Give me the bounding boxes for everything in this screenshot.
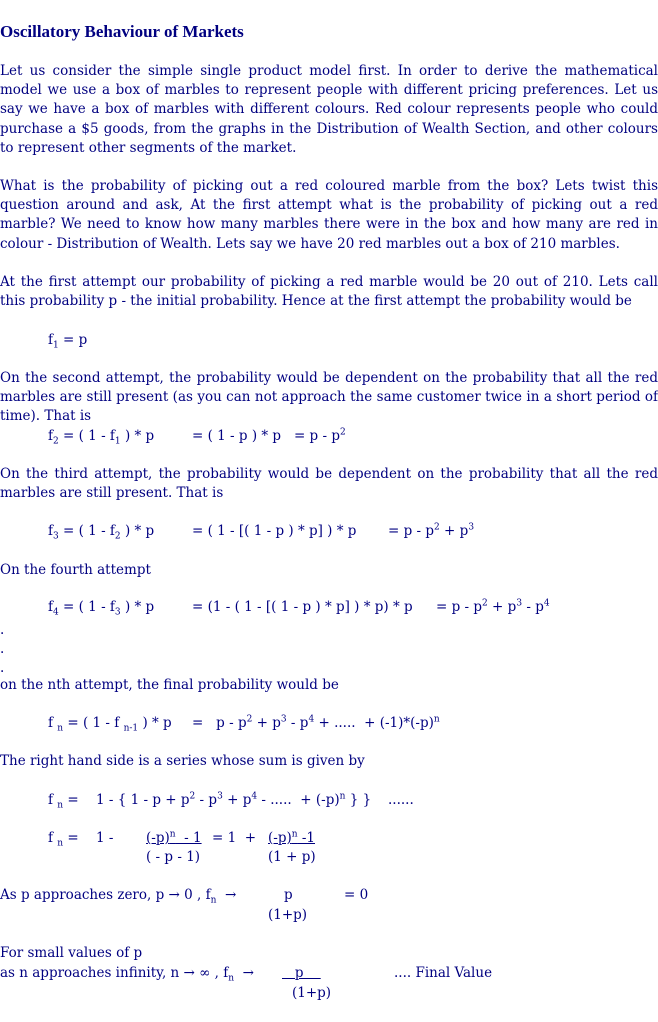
paragraph-second-attempt: On the second attempt, the probability would be dependent on the probability that all the red marbles are still present (as you can not approach the same customer twice in a short period of time). That is [0, 370, 658, 425]
limit-n-infinity-text: as n approaches infinity, n → ∞ , f [0, 965, 229, 981]
page-title: Oscillatory Behaviour of Markets [0, 22, 244, 41]
ellipsis-dot: . [0, 622, 5, 638]
paragraph-third-attempt: On the third attempt, the probability would be dependent on the probability that all the red marbles are still present. That is [0, 466, 658, 502]
paragraph-intro: Let us consider the simple single product model first. In order to derive the mathematical model we use a box of marbles to represent people with different pricing preferences. Let us say we have a box of marbles with different colours. Red colour represents people who could purchase a $5 goods, from the graphs in the Distribution of Wealth Section, and other colours to represent other segments of the market. [0, 63, 658, 156]
paragraph-first-attempt: At the first attempt our probability of picking a red marble would be 20 out of 210. Lets call this probability p - the initial probability. Hence at the first attempt the probability would be [0, 274, 658, 310]
paragraph-small-p: For small values of p [0, 945, 143, 961]
paragraph-fourth-attempt: On the fourth attempt [0, 562, 151, 578]
limit-p-zero-text: As p approaches zero, p → 0 , f [0, 887, 211, 903]
ellipsis-dot: . [0, 660, 5, 676]
paragraph-series: The right hand side is a series whose sum is given by [0, 753, 365, 769]
paragraph-probability: What is the probability of picking out a red coloured marble from the box? Lets twist this question around and ask, At the first attempt what is the probability of picking out a red marble? We need to know how many marbles there were in the box and how many are red in colour - Distribution of Wealth. Lets say we have 20 red marbles out a box of 210 marbles. [0, 178, 658, 252]
ellipsis-dot: . [0, 641, 5, 657]
paragraph-nth-attempt: on the nth attempt, the final probability would be [0, 677, 339, 693]
equation-f1: $f_1 = p$ [48, 332, 88, 351]
final-value-label: .... Final Value [394, 965, 493, 981]
